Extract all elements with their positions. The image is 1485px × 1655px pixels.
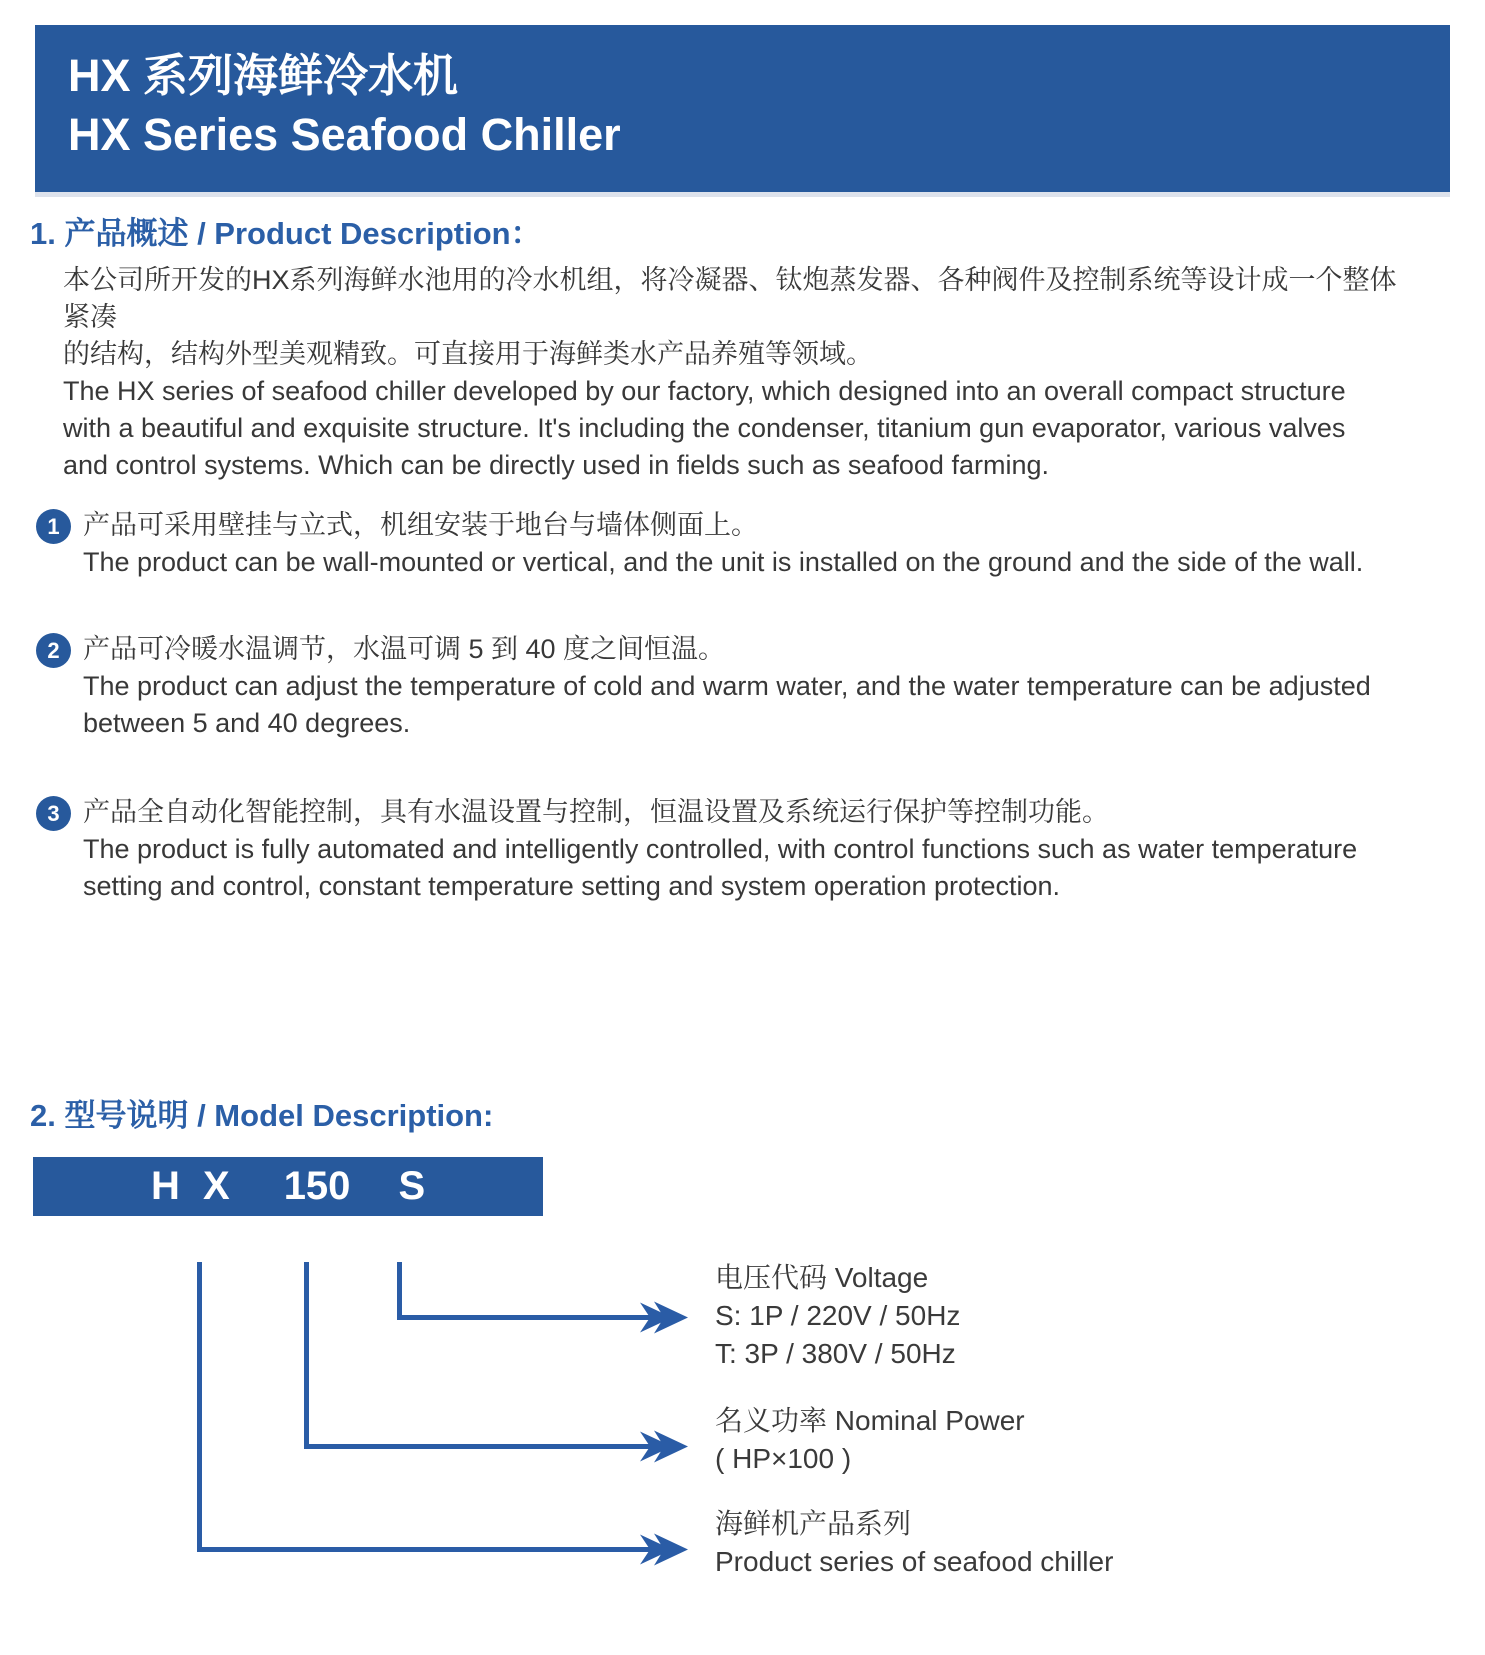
feature-text xyxy=(83,507,1398,581)
text-line: and control systems. Which can be directly used in fields such as seafood farming. xyxy=(63,450,1049,480)
feature-item-2 xyxy=(36,631,1401,742)
feature-text-cn: 产品可冷暖水温调节，水温可调 5 到 40 度之间恒温。 xyxy=(83,634,726,664)
text-line: 的结构，结构外型美观精致。可直接用于海鲜类水产品养殖等领域。 xyxy=(63,339,873,369)
feature-item-1 xyxy=(36,507,1401,581)
model-part-power: 150 xyxy=(283,1164,351,1208)
section-heading-model-description: 2. 型号说明 / Model Description: xyxy=(30,1098,494,1133)
model-code-box xyxy=(33,1157,543,1216)
feature-text-en: The product can adjust the temperature of cold and warm water, and the water temperature can be adjusted between 5 and 40 degrees. xyxy=(83,671,1371,738)
feature-number-badge: 2 xyxy=(36,633,71,668)
callout-voltage-code xyxy=(715,1259,960,1373)
product-description-paragraph xyxy=(63,262,1403,484)
banner-title-en: HX Series Seafood Chiller xyxy=(68,109,621,160)
text-line: S: 1P / 220V / 50Hz xyxy=(715,1300,961,1331)
feature-number-badge: 1 xyxy=(36,509,71,544)
text-line: 电压代码 Voltage xyxy=(715,1262,929,1293)
model-part-series: H X xyxy=(151,1164,236,1208)
text-line: 本公司所开发的HX系列海鲜水池用的冷水机组，将冷凝器、钛炮蒸发器、各种阀件及控制系统等设计成一个整体紧凑 xyxy=(63,265,1397,332)
callout-line-power xyxy=(307,1262,655,1447)
text-line: with a beautiful and exquisite structure. It's including the condenser, titanium gun evaporator, various valves xyxy=(63,413,1346,443)
text-line: ( HP×100 ) xyxy=(715,1443,852,1474)
feature-text xyxy=(83,794,1398,905)
model-part-voltage: S xyxy=(398,1164,426,1208)
text-line: 海鲜机产品系列 xyxy=(715,1508,912,1539)
feature-text-cn: 产品全自动化智能控制，具有水温设置与控制，恒温设置及系统运行保护等控制功能。 xyxy=(83,797,1109,827)
callout-nominal-power xyxy=(715,1402,1025,1478)
feature-item-3 xyxy=(36,794,1401,905)
feature-text-cn: 产品可采用壁挂与立式，机组安装于地台与墙体侧面上。 xyxy=(83,510,758,540)
callout-line-series xyxy=(200,1262,655,1550)
callout-line-voltage xyxy=(400,1262,655,1318)
feature-text-en: The product is fully automated and intelligently controlled, with control functions such as water temperature setting and control, constant temperature setting and system operation protection. xyxy=(83,834,1358,901)
feature-number-badge: 3 xyxy=(36,796,71,831)
model-callout-lines xyxy=(0,1240,750,1620)
text-line: T: 3P / 380V / 50Hz xyxy=(715,1338,956,1369)
title-banner xyxy=(35,25,1450,197)
text-line: Product series of seafood chiller xyxy=(715,1546,1114,1577)
section-heading-product-description: 1. 产品概述 / Product Description： xyxy=(30,216,542,251)
text-line: The HX series of seafood chiller developed by our factory, which designed into an overall compact structure xyxy=(63,376,1346,406)
banner-title-cn: HX 系列海鲜冷水机 xyxy=(68,50,459,101)
feature-text xyxy=(83,631,1398,742)
callout-product-series xyxy=(715,1505,1113,1581)
feature-text-en: The product can be wall-mounted or vertical, and the unit is installed on the ground and the side of the wall. xyxy=(83,547,1364,577)
text-line: 名义功率 Nominal Power xyxy=(715,1405,1025,1436)
